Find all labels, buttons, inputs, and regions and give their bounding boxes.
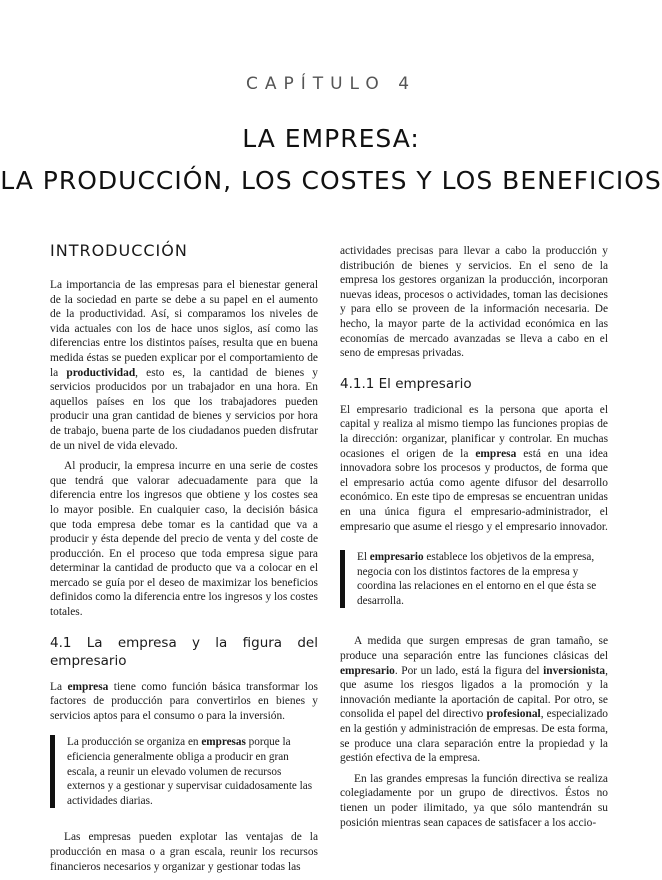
bold-term: productividad bbox=[66, 366, 136, 379]
text-run: . Por un lado, está la figura del bbox=[394, 664, 544, 677]
chapter-title bbox=[0, 118, 662, 202]
paragraph bbox=[340, 634, 608, 765]
text-run: El empresario tradicional es la persona que aporta el capital y realiza al mismo tiempo las funciones propias de la dirección: organizar, planificar y controlar. En muchas ocasiones el origen de la bbox=[340, 403, 608, 460]
subsection-heading-4-1-1: 4.1.1 El empresario bbox=[340, 375, 472, 392]
bold-term: inversionista bbox=[543, 664, 606, 677]
definition-callout bbox=[340, 550, 608, 608]
right-column bbox=[340, 244, 608, 836]
subsection-heading-4-1: 4.1 La empresa y la figura del empresario bbox=[50, 634, 318, 669]
text-run: El bbox=[357, 551, 370, 564]
chapter-title-line1: LA EMPRESA: bbox=[242, 124, 420, 153]
section-heading-introduccion: INTRODUCCIÓN bbox=[50, 241, 188, 260]
paragraph bbox=[340, 403, 608, 534]
paragraph bbox=[50, 278, 318, 453]
text-run: tiene como función básica transformar los factores de producción para convertirlos en bienes y servicios aptos para el consumo o para la inversión. bbox=[50, 680, 318, 722]
paragraph: En las grandes empresas la función directiva se realiza colegiadamente por un grupo de directivos. Éstos no tienen un poder ilimitado, ya que sólo mantendrán su posición mientras sean capaces de satisfacer a los accio- bbox=[340, 772, 608, 829]
bold-term: empresas bbox=[201, 736, 246, 749]
text-run: A medida que surgen empresas de gran tamaño, se produce una separación entre las funciones clásicas del bbox=[340, 635, 608, 663]
bold-term: empresario bbox=[340, 664, 395, 677]
paragraph: Las empresas pueden explotar las ventajas de la producción en masa o a gran escala, reunir los recursos financieros necesarios y organizar y gestionar todas las bbox=[50, 831, 318, 873]
text-run: La producción se organiza en bbox=[67, 736, 202, 749]
text-run: La bbox=[50, 680, 68, 693]
text-run: La importancia de las empresas para el bienestar general de la sociedad en parte se debe a su papel en el aumento de la productividad. Así, si comparamos los niveles de vida actuales con los de hace unos siglos, así como las diferencias entre los distintos países, resulta que en buena medida éstas se pueden explicar por el comportamiento de la bbox=[50, 279, 318, 379]
text-run: porque la eficiencia generalmente obliga a producir en gran escala, a reunir un elevado volumen de recursos externos y a gestionar y supervisar cuidadosamente las actividades diarias. bbox=[67, 736, 313, 807]
paragraph bbox=[50, 680, 318, 724]
bold-term: profesional bbox=[486, 708, 541, 721]
text-run: , especializado en la gestión y administración de empresas. De esta forma, se produce una clara separación entre la propiedad y la gestión efectiva de la empresa. bbox=[340, 708, 609, 765]
bold-term: empresa bbox=[475, 447, 517, 460]
chapter-title-line2: LA PRODUCCIÓN, LOS COSTES Y LOS BENEFICIOS bbox=[0, 166, 662, 195]
bold-term: empresario bbox=[369, 551, 424, 564]
paragraph: Al producir, la empresa incurre en una serie de costes que tendrá que valorar adecuadamente para que la diferencia entre los ingresos que obtiene y los costes sea lo mayor posible. En cualquier caso, la decisión básica que toda empresa debe tomar es la cantidad que va a producir y ésta depende del precio de venta y del coste de producción. En el proceso que toda empresa sigue para determinar la cantidad de producto que va a colocar en el mercado se guía por el deseo de maximizar los beneficios definidos como la diferencia entre los ingresos y los costes totales. bbox=[50, 460, 318, 619]
text-run: , que asume los riesgos ligados a la promoción y la innovación mediante la aportación de capital. Por otro, se consolida el papel del directivo bbox=[340, 664, 608, 721]
chapter-label: CAPÍTULO 4 bbox=[245, 74, 417, 94]
left-column bbox=[50, 240, 318, 880]
paragraph: actividades precisas para llevar a cabo la producción y distribución de bienes y servicios. En el seno de la empresa los gestores organizan la producción, incorporan nuevas ideas, procesos o actividades, toman las decisiones y para ello se proveen de la información necesaria. De hecho, la mayor parte de la actividad económica en las economías de mercado avanzadas se lleva a cabo en el seno de empresas privadas. bbox=[340, 245, 608, 360]
text-run: , esto es, la cantidad de bienes y servicios producidos por un trabajador en una hora. En aquellos países en los que los trabajadores pueden producir una gran cantidad de bienes y servicios por hora de trabajo, buena parte de los ciudadanos pueden disfrutar de un nivel de vida elevado. bbox=[50, 366, 318, 452]
text-run: establece los objetivos de la empresa, negocia con los distintos factores de la empresa y coordina las relaciones en el entorno en el que ésta se desarrolla. bbox=[357, 551, 597, 607]
definition-callout bbox=[50, 735, 318, 808]
text-run: está en una idea innovadora sobre los procesos y productos, de forma que el empresario actúa como agente difusor del desarrollo económico. En este tipo de empresas se encuentran unidas en una única figura el empresario-administrador, el empresario que asume el riesgo y el empresario innovador. bbox=[340, 447, 608, 533]
bold-term: empresa bbox=[67, 680, 109, 693]
